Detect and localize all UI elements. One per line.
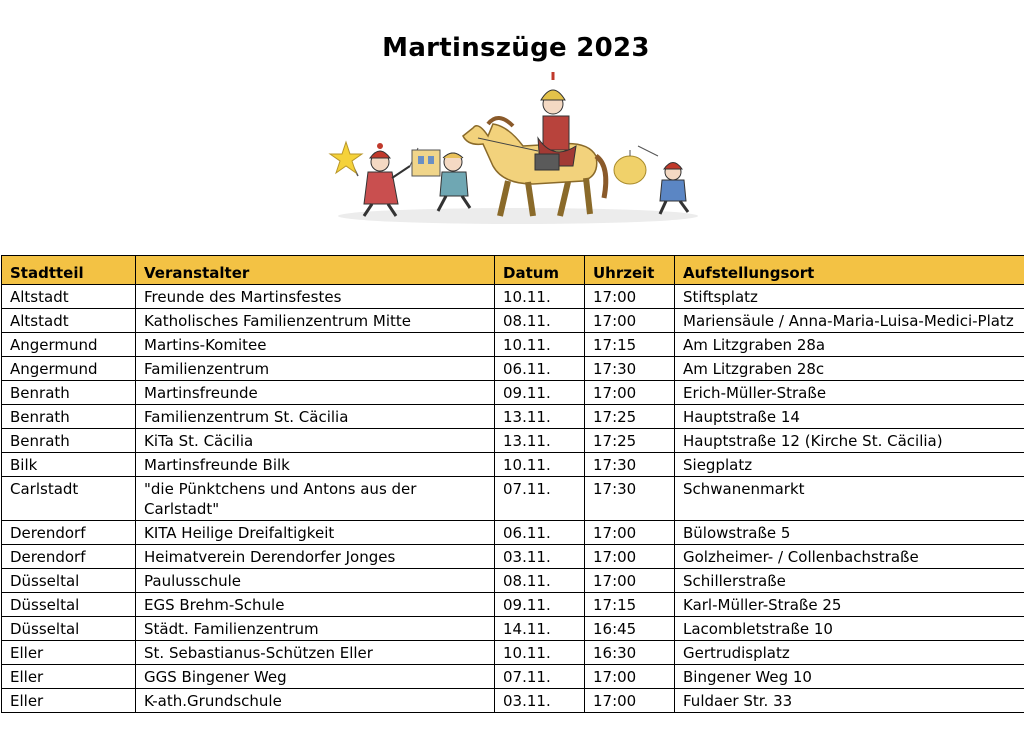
table-row bbox=[2, 381, 1024, 405]
cell-uhrzeit: 17:30 bbox=[585, 453, 675, 477]
table-body bbox=[2, 285, 1024, 713]
cell-veranstalter: Martinsfreunde bbox=[136, 381, 495, 405]
cell-veranstalter: Martins-Komitee bbox=[136, 333, 495, 357]
cell-veranstalter: Paulusschule bbox=[136, 569, 495, 593]
cell-stadtteil: Bilk bbox=[2, 453, 136, 477]
cell-stadtteil: Eller bbox=[2, 665, 136, 689]
cell-veranstalter: Katholisches Familienzentrum Mitte bbox=[136, 309, 495, 333]
cell-datum: 08.11. bbox=[495, 309, 585, 333]
cell-datum: 10.11. bbox=[495, 333, 585, 357]
cell-aufstellungsort: Stiftsplatz bbox=[675, 285, 1024, 309]
cell-datum: 06.11. bbox=[495, 357, 585, 381]
table-row bbox=[2, 429, 1024, 453]
table-row bbox=[2, 569, 1024, 593]
house-lantern-icon bbox=[410, 148, 440, 176]
cell-aufstellungsort: Bingener Weg 10 bbox=[675, 665, 1024, 689]
cell-veranstalter: EGS Brehm-Schule bbox=[136, 593, 495, 617]
cell-aufstellungsort: Erich-Müller-Straße bbox=[675, 381, 1024, 405]
cell-datum: 14.11. bbox=[495, 617, 585, 641]
cell-veranstalter: "die Pünktchens und Antons aus der Carlstadt" bbox=[136, 477, 495, 521]
cell-stadtteil: Derendorf bbox=[2, 521, 136, 545]
cell-datum: 03.11. bbox=[495, 545, 585, 569]
cell-stadtteil: Altstadt bbox=[2, 309, 136, 333]
header-veranstalter: Veranstalter bbox=[136, 256, 495, 285]
cell-uhrzeit: 16:30 bbox=[585, 641, 675, 665]
cell-stadtteil: Benrath bbox=[2, 429, 136, 453]
cell-datum: 09.11. bbox=[495, 381, 585, 405]
table-row bbox=[2, 357, 1024, 381]
cell-stadtteil: Benrath bbox=[2, 405, 136, 429]
round-lantern-icon bbox=[614, 146, 658, 184]
cell-aufstellungsort: Schillerstraße bbox=[675, 569, 1024, 593]
table-row bbox=[2, 453, 1024, 477]
header-aufstellungsort: Aufstellungsort bbox=[675, 256, 1024, 285]
table-row bbox=[2, 477, 1024, 521]
cell-datum: 09.11. bbox=[495, 593, 585, 617]
cell-veranstalter: Familienzentrum bbox=[136, 357, 495, 381]
table-row bbox=[2, 593, 1024, 617]
header-row bbox=[2, 256, 1024, 285]
st-martin-rider-icon bbox=[535, 72, 576, 170]
table-row bbox=[2, 521, 1024, 545]
cell-uhrzeit: 17:25 bbox=[585, 405, 675, 429]
cell-veranstalter: K-ath.Grundschule bbox=[136, 689, 495, 713]
cell-aufstellungsort: Fuldaer Str. 33 bbox=[675, 689, 1024, 713]
cell-aufstellungsort: Lacombletstraße 10 bbox=[675, 617, 1024, 641]
cell-uhrzeit: 17:15 bbox=[585, 593, 675, 617]
horse-icon bbox=[463, 118, 606, 216]
table-row bbox=[2, 405, 1024, 429]
cell-datum: 03.11. bbox=[495, 689, 585, 713]
cell-aufstellungsort: Mariensäule / Anna-Maria-Luisa-Medici-Platz bbox=[675, 309, 1024, 333]
cell-stadtteil: Düsseltal bbox=[2, 593, 136, 617]
cell-uhrzeit: 16:45 bbox=[585, 617, 675, 641]
cell-stadtteil: Benrath bbox=[2, 381, 136, 405]
cell-datum: 13.11. bbox=[495, 429, 585, 453]
cell-uhrzeit: 17:00 bbox=[585, 689, 675, 713]
table-row bbox=[2, 285, 1024, 309]
cell-veranstalter: Heimatverein Derendorfer Jonges bbox=[136, 545, 495, 569]
cell-veranstalter: Städt. Familienzentrum bbox=[136, 617, 495, 641]
cell-aufstellungsort: Siegplatz bbox=[675, 453, 1024, 477]
table-row bbox=[2, 665, 1024, 689]
cell-uhrzeit: 17:30 bbox=[585, 477, 675, 521]
cell-stadtteil: Derendorf bbox=[2, 545, 136, 569]
schedule-table bbox=[1, 255, 1024, 713]
cell-datum: 07.11. bbox=[495, 477, 585, 521]
cell-aufstellungsort: Am Litzgraben 28c bbox=[675, 357, 1024, 381]
cell-uhrzeit: 17:00 bbox=[585, 309, 675, 333]
st-martin-parade-illustration bbox=[328, 66, 708, 238]
cell-uhrzeit: 17:15 bbox=[585, 333, 675, 357]
cell-uhrzeit: 17:00 bbox=[585, 381, 675, 405]
cell-veranstalter: Freunde des Martinsfestes bbox=[136, 285, 495, 309]
cell-uhrzeit: 17:25 bbox=[585, 429, 675, 453]
cell-uhrzeit: 17:00 bbox=[585, 569, 675, 593]
child-teal-coat-icon bbox=[438, 153, 470, 211]
cell-uhrzeit: 17:00 bbox=[585, 545, 675, 569]
table-row bbox=[2, 333, 1024, 357]
table-row bbox=[2, 617, 1024, 641]
cell-stadtteil: Düsseltal bbox=[2, 617, 136, 641]
table-row bbox=[2, 545, 1024, 569]
cell-stadtteil: Carlstadt bbox=[2, 477, 136, 521]
cell-aufstellungsort: Hauptstraße 14 bbox=[675, 405, 1024, 429]
table-row bbox=[2, 641, 1024, 665]
illustration-svg bbox=[328, 66, 708, 238]
star-lantern-icon bbox=[330, 142, 362, 176]
cell-aufstellungsort: Bülowstraße 5 bbox=[675, 521, 1024, 545]
cell-veranstalter: Familienzentrum St. Cäcilia bbox=[136, 405, 495, 429]
cell-stadtteil: Eller bbox=[2, 641, 136, 665]
cell-datum: 06.11. bbox=[495, 521, 585, 545]
cell-veranstalter: St. Sebastianus-Schützen Eller bbox=[136, 641, 495, 665]
cell-stadtteil: Angermund bbox=[2, 333, 136, 357]
cell-aufstellungsort: Karl-Müller-Straße 25 bbox=[675, 593, 1024, 617]
table-row bbox=[2, 309, 1024, 333]
cell-datum: 08.11. bbox=[495, 569, 585, 593]
cell-stadtteil: Düsseltal bbox=[2, 569, 136, 593]
cell-aufstellungsort: Schwanenmarkt bbox=[675, 477, 1024, 521]
cell-uhrzeit: 17:00 bbox=[585, 285, 675, 309]
header-uhrzeit: Uhrzeit bbox=[585, 256, 675, 285]
cell-aufstellungsort: Golzheimer- / Collenbachstraße bbox=[675, 545, 1024, 569]
cell-aufstellungsort: Gertrudisplatz bbox=[675, 641, 1024, 665]
header-stadtteil: Stadtteil bbox=[2, 256, 136, 285]
cell-stadtteil: Eller bbox=[2, 689, 136, 713]
cell-aufstellungsort: Hauptstraße 12 (Kirche St. Cäcilia) bbox=[675, 429, 1024, 453]
cell-veranstalter: GGS Bingener Weg bbox=[136, 665, 495, 689]
page-title: Martinszüge 2023 bbox=[382, 33, 650, 63]
cell-veranstalter: KITA Heilige Dreifaltigkeit bbox=[136, 521, 495, 545]
cell-stadtteil: Angermund bbox=[2, 357, 136, 381]
cell-uhrzeit: 17:00 bbox=[585, 521, 675, 545]
cell-veranstalter: KiTa St. Cäcilia bbox=[136, 429, 495, 453]
cell-uhrzeit: 17:00 bbox=[585, 665, 675, 689]
cell-datum: 13.11. bbox=[495, 405, 585, 429]
header-datum: Datum bbox=[495, 256, 585, 285]
cell-datum: 10.11. bbox=[495, 453, 585, 477]
child-blue-coat-icon bbox=[660, 163, 688, 215]
cell-veranstalter: Martinsfreunde Bilk bbox=[136, 453, 495, 477]
cell-uhrzeit: 17:30 bbox=[585, 357, 675, 381]
cell-datum: 10.11. bbox=[495, 641, 585, 665]
cell-aufstellungsort: Am Litzgraben 28a bbox=[675, 333, 1024, 357]
cell-datum: 07.11. bbox=[495, 665, 585, 689]
table-header bbox=[2, 256, 1024, 285]
cell-stadtteil: Altstadt bbox=[2, 285, 136, 309]
table-row bbox=[2, 689, 1024, 713]
child-red-coat-icon bbox=[364, 143, 410, 216]
cell-datum: 10.11. bbox=[495, 285, 585, 309]
